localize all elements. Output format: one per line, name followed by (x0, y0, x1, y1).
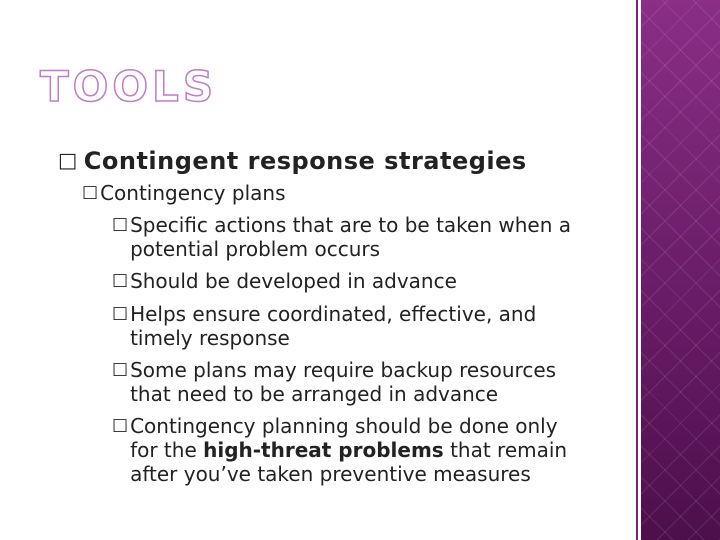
bullet-level2 (82, 181, 285, 205)
bullet-text: Helps ensure coordinated, effective, and timely response (130, 302, 537, 350)
bullet-level3-item (112, 358, 612, 406)
bullet-text: Contingent response strategies (83, 147, 527, 175)
bullet-level1 (58, 147, 527, 175)
bullet-box-icon: □ (82, 181, 99, 202)
bullet-text: Should be developed in advance (130, 269, 457, 293)
slide-title: TOOLS (40, 62, 218, 111)
bullet-box-icon: □ (112, 302, 129, 323)
bullet-box-icon: □ (112, 269, 129, 290)
bullet-level3-item (112, 269, 612, 293)
bullet-text: Some plans may require backup resources that need to be arranged in advance (130, 358, 557, 406)
bullet-text: Contingency plans (100, 181, 286, 205)
bullet-text: Specific actions that are to be taken when a potential problem occurs (130, 213, 571, 261)
emphasis-text: high-threat problems (203, 438, 444, 462)
decorative-side-panel (641, 0, 720, 540)
bullet-box-icon: □ (112, 213, 129, 234)
bullet-box-icon: □ (112, 358, 129, 379)
bullet-level3-item (112, 213, 612, 261)
bullet-level3-item (112, 302, 612, 350)
bullet-text (130, 414, 590, 486)
bullet-box-icon: □ (58, 148, 78, 173)
side-divider (636, 0, 638, 540)
bullet-level3-item (112, 414, 612, 486)
bullet-text-part: Contingency planning should be done only for the (130, 414, 558, 462)
bullet-text-part: that remain after you’ve taken preventive measures (130, 438, 568, 486)
bullet-box-icon: □ (112, 414, 129, 435)
